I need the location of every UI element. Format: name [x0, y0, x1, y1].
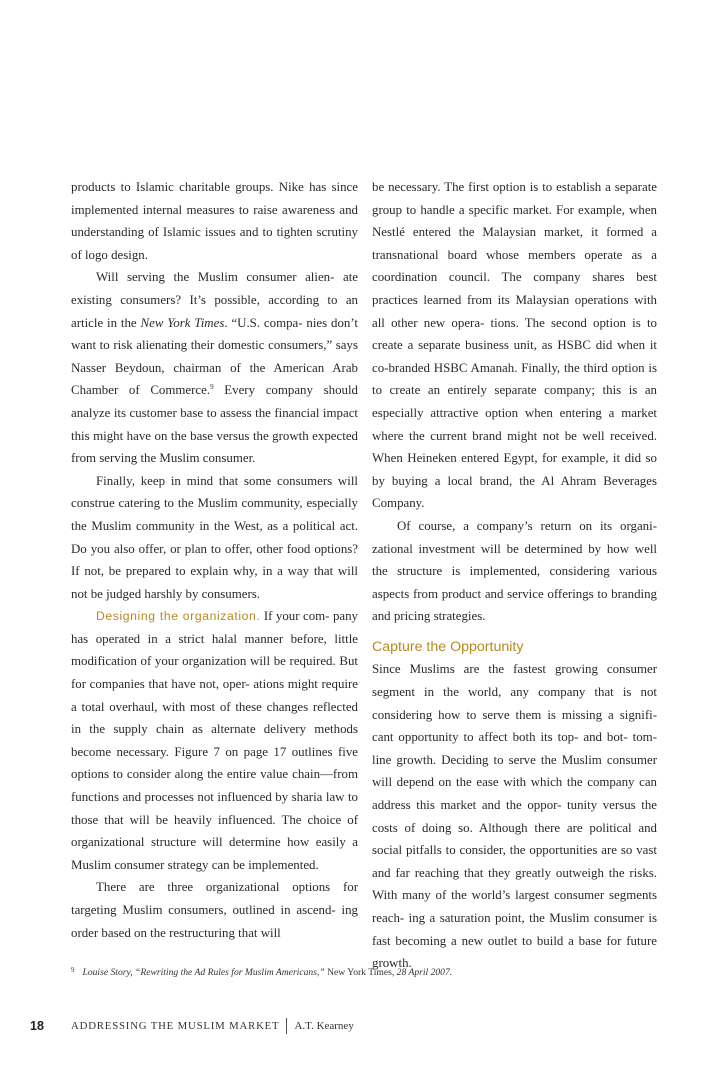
- right-paragraph-2: Of course, a company’s return on its organi- zational investment will be determined by how well the structure is implemented, considering various aspects from product and service offerings to branding and pricing strategies.: [372, 518, 657, 624]
- left-paragraph-4: [71, 605, 358, 876]
- left-paragraph-3: Finally, keep in mind that some consumers will construe catering to the Muslim community, especially the Muslim community in the West, as a political act. Do you also offer, or plan to offer, other food options? If not, be prepared to explain why, in a way that will not be judged harshly by consumers.: [71, 473, 358, 601]
- right-paragraph-1: be necessary. The first option is to establish a separate group to handle a specific market. For example, when Nestlé entered the Malaysian market, it formed a transnational board whose members operate as a coordination council. The company shares best practices learned from its Malaysian operations with all other new opera- tions. The second option is to create a separate business unit, as HSBC did when it co-branded HSBC Amanah. Finally, the third option is to create an entirely separate company; this is an especially attractive option when entering a market where the current brand might not be well received. When Heineken entered Egypt, for example, it did so by buying a local brand, the Al Ahram Beverages Company.: [372, 180, 657, 511]
- run-in-heading: Designing the organization.: [96, 609, 261, 624]
- left-paragraph-1: products to Islamic charitable groups. Nike has since implemented internal measures to raise awareness and understanding of Islamic issues and to tighten scrutiny of logo design.: [71, 180, 358, 262]
- footnote-date: 28 April 2007.: [394, 967, 453, 978]
- page-footer: [30, 1017, 354, 1035]
- right-column: [372, 176, 657, 975]
- footnote: [71, 966, 661, 978]
- footer-divider: [286, 1018, 287, 1034]
- footnote-citation: Louise Story, “Rewriting the Ad Rules for Muslim Americans,”: [82, 967, 325, 978]
- running-title: ADDRESSING THE MUSLIM MARKET: [71, 1020, 280, 1032]
- text-run: If your com- pany has operated in a strict halal manner before, little modification of your organization will be required. But for companies that have not, oper- ations might require a total overhaul, with most of these changes reflected in the supply chain as alternate delivery methods become necessary. Figure 7 on page 17 outlines five options to consider along the entire value chain—from functions and processes not influenced by sharia law to those that will be heavily influenced. The choice of organizational structure will determine how easily a Muslim consumer strategy can be implemented.: [71, 609, 358, 872]
- left-column: [71, 176, 358, 944]
- publication-title: New York Times: [140, 315, 225, 330]
- left-paragraph-2: [71, 266, 358, 469]
- section-heading: Capture the Opportunity: [372, 638, 524, 655]
- text-run: Every company should analyze its customer base to assess the financial impact this might have on the base versus the growth expected from serving the Muslim consumer.: [71, 383, 358, 466]
- left-paragraph-5: There are three organizational options for targeting Muslim consumers, outlined in ascend- ing order based on the restructuring that will: [71, 880, 358, 940]
- page-number: 18: [30, 1019, 44, 1033]
- right-paragraph-3: Since Muslims are the fastest growing consumer segment in the world, any company that is not considering how to serve them is missing a signifi- cant opportunity to affect both its top- and bot- tom-line growth. Deciding to serve the Muslim consumer will depend on the ease with which the company can address this market and the oppor- tunity versus the costs of doing so. Although there are political and social pitfalls to consider, the opportunities are so vast and far reaching that they greatly outweigh the risks. With many of the world’s largest consumer segments reach- ing a saturation point, the Muslim consumer is fast becoming a new outlet to build a base for future growth.: [372, 662, 657, 971]
- footnote-number: 9: [71, 966, 75, 974]
- publisher-name: A.T. Kearney: [294, 1020, 354, 1032]
- footnote-reference[interactable]: 9: [210, 383, 214, 392]
- footnote-publication: New York Times,: [324, 967, 395, 978]
- text-run: . “U.S. compa- nies don’t want to risk alienating their domestic consumers,” says Nasser Beydoun, chairman of the American Arab Chamber of Commerce.: [71, 315, 358, 398]
- text-run: Will serving the Muslim consumer alien- ate existing consumers? It’s possible, according to an article in the: [71, 270, 358, 330]
